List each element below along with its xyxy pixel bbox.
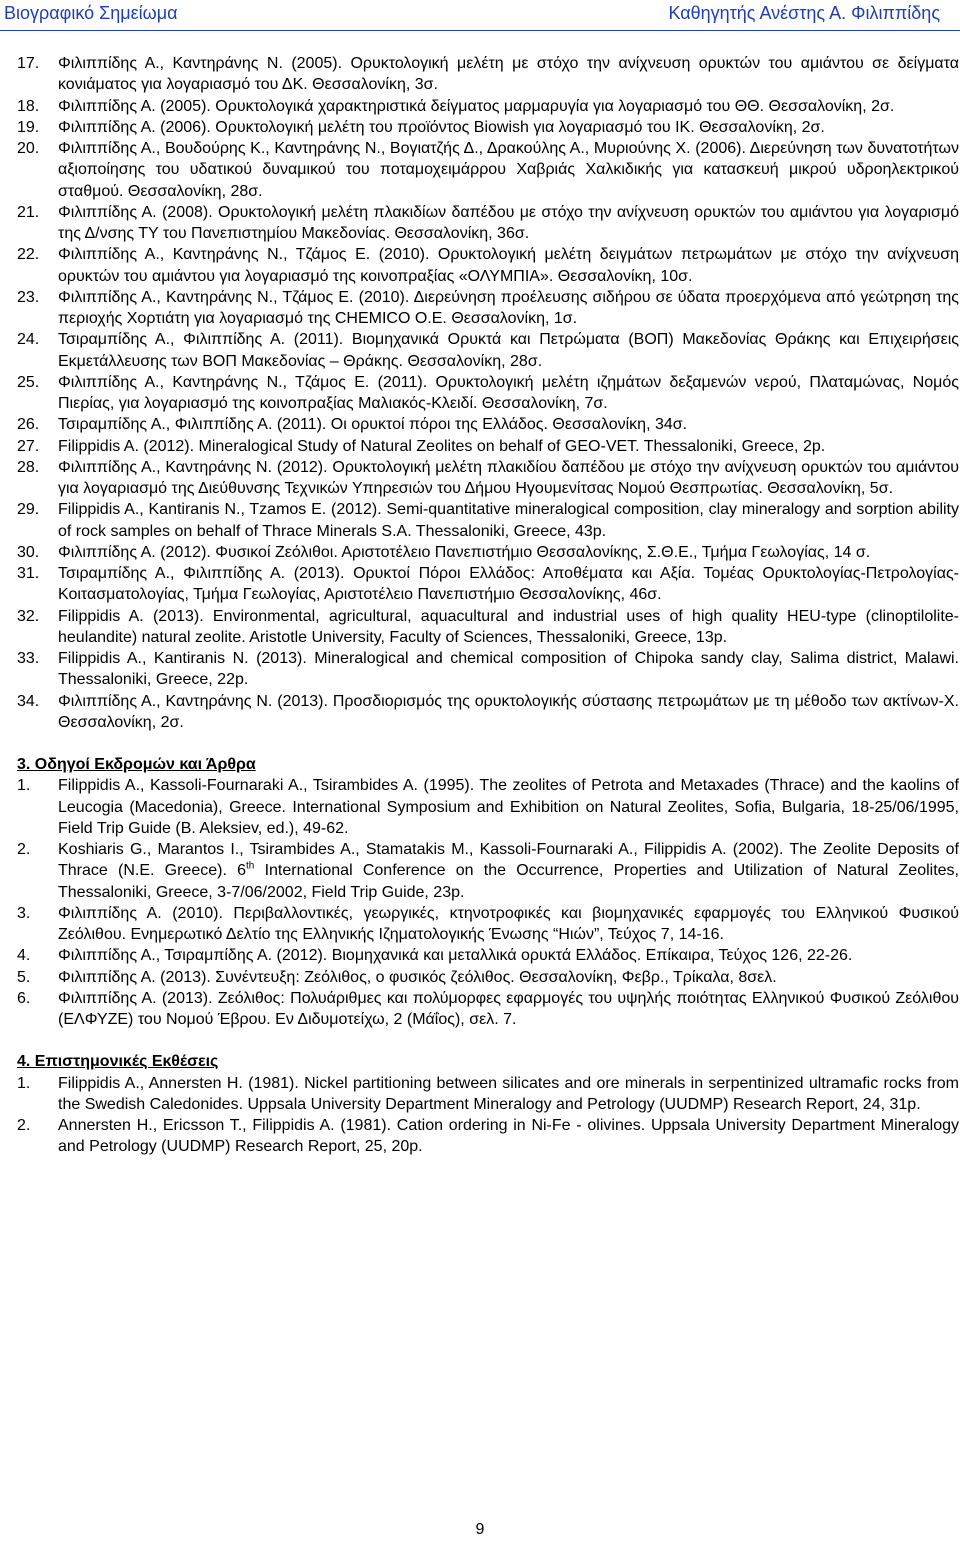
reference-text: Φιλιππίδης Α., Καντηράνης Ν. (2005). Ορυκτολογική μελέτη με στόχο την ανίχνευση ορυκτών του αμιάντου σε δείγματα κονιάματος για λογαριασμό του ΔΚ. Θεσσαλονίκη, 3σ. <box>58 55 959 94</box>
reference-item <box>17 96 959 117</box>
reference-item <box>17 691 959 734</box>
reference-number: 2. <box>17 1117 31 1134</box>
reference-item <box>17 606 959 649</box>
reference-number: 29. <box>17 501 40 519</box>
reference-item <box>17 839 959 903</box>
reference-number: 19. <box>17 118 40 136</box>
reference-text: Φιλιππίδης Α., Τσιραμπίδης Α. (2012). Βιομηχανικά και μεταλλικά ορυκτά Ελλάδος. Επίκαιρα, Τεύχος 126, 22-26. <box>58 947 853 965</box>
reference-item <box>17 563 959 606</box>
reports-list <box>17 53 959 733</box>
reference-item <box>17 903 959 946</box>
reference-text: Φιλιππίδης Α., Βουδούρης Κ., Καντηράνης Ν., Βογιατζής Δ., Δρακούλης Α., Μυριούνης Χ. (2006). Διερεύνηση των δυνατοτήτων αξιοποίησης του υδατικού δυναμικού του ποταμοχειμάρρου Χαβριάς Χαλκιδικής για κατασκευή μικρού υδροηλεκτρικού σταθμού. Θεσσαλονίκη, 28σ. <box>58 140 959 200</box>
reference-item <box>17 1115 959 1158</box>
reference-item <box>17 436 959 457</box>
reference-item <box>17 53 959 96</box>
reference-text: Φιλιππίδης Α. (2005). Ορυκτολογικά χαρακτηριστικά δείγματος μαρμαρυγία για λογαριασμό του ΘΘ. Θεσσαλονίκη, 2σ. <box>58 97 895 115</box>
reference-item <box>17 648 959 691</box>
reference-item <box>17 499 959 542</box>
reference-text: Filippidis A., Annersten H. (1981). Nickel partitioning between silicates and ore minerals in serpentinized ultramafic rocks from the Swedish Caledonides. Uppsala University Department Mineralogy and Petrology (UUDMP) Research Report, 24, 31p. <box>58 1074 959 1113</box>
reference-text: Τσιραμπίδης Α., Φιλιππίδης Α. (2011). Οι ορυκτοί πόροι της Ελλάδος. Θεσσαλονίκη, 34σ. <box>58 416 688 434</box>
reference-item <box>17 287 959 330</box>
reference-text: Φιλιππίδης Α., Καντηράνης Ν., Τζάμος Ε. (2010). Ορυκτολογική μελέτη δειγμάτων πετρωμάτων με στόχο την ανίχνευση ορυκτών του αμιάντου για λογαριασμό της κοινοπραξίας «ΟΛΥΜΠΙΑ». Θεσσαλονίκη, 10σ. <box>58 246 959 285</box>
reference-number: 2. <box>17 841 31 858</box>
reference-item <box>17 138 959 202</box>
header-left-title: Βιογραφικό Σημείωμα <box>4 3 178 23</box>
reference-item <box>17 244 959 287</box>
spacer <box>17 1030 959 1051</box>
reference-text: Φιλιππίδης Α., Καντηράνης Ν., Τζάμος Ε. (2010). Διερεύνηση προέλευσης σιδήρου σε ύδατα προερχόμενα από γεώτρηση της περιοχής Χορτιάτη για λογαριασμό της CHEMICO Ο.Ε. Θεσσαλονίκη, 1σ. <box>58 288 959 327</box>
reference-text: Φιλιππίδης Α. (2006). Ορυκτολογική μελέτη του προϊόντος Biowish για λογαριασμό του ΙΚ. Θεσσαλονίκη, 2σ. <box>58 118 825 136</box>
reference-text: Φιλιππίδης Α. (2013). Ζεόλιθος: Πολυάριθμες και πολύμορφες εφαρμογές του υψηλής ποιότητας Ελληνικού Φυσικού Ζεόλιθου (ΕΛΦΥΖΕ) του Νομού Έβρου. Εν Διδυμοτείχω, 2 (Μάΐος), σελ. 7. <box>58 989 959 1028</box>
reference-item <box>17 329 959 372</box>
reference-item <box>17 202 959 245</box>
reference-text: Τσιραμπίδης Α., Φιλιππίδης Α. (2011). Βιομηχανικά Ορυκτά και Πετρώματα (ΒΟΠ) Μακεδονίας Θράκης και Επιχειρήσεις Εκμετάλλευσης των ΒΟΠ Μακεδονίας – Θράκης. Θεσσαλονίκη, 28σ. <box>58 331 959 370</box>
reference-number: 22. <box>17 246 40 264</box>
reference-number: 28. <box>17 458 40 476</box>
reference-number: 18. <box>17 97 40 115</box>
reference-text: Filippidis A., Kassoli-Fournaraki A., Tsirambides A. (1995). The zeolites of Petrota and Metaxades (Thrace) and the kaolins of Leucogia (Macedonia), Greece. International Symposium and Exhibition on Natural Zeolites, Sofia, Bulgaria, 18-25/06/1995, Field Trip Guide (B. Aleksiev, ed.), 49-62. <box>58 777 959 837</box>
section-title-reports: 4. Επιστημονικές Εκθέσεις <box>17 1053 219 1071</box>
reference-text: Filippidis A. (2013). Environmental, agricultural, aquacultural and industrial uses of high quality HEU-type (clinoptilolite-heulandite) natural zeolite. Aristotle University, Faculty of Sciences, Thessaloniki, Greece, 13p. <box>58 607 959 646</box>
reference-number: 17. <box>17 55 40 72</box>
guides-list <box>17 775 959 1030</box>
reference-number: 24. <box>17 331 40 349</box>
reference-number: 34. <box>17 692 40 710</box>
reference-number: 5. <box>17 968 31 986</box>
reference-number: 27. <box>17 437 40 455</box>
spacer <box>17 733 959 754</box>
reference-item <box>17 542 959 563</box>
reference-text: Φιλιππίδης Α. (2013). Συνέντευξη: Ζεόλιθος, ο φυσικός ζεόλιθος. Θεσσαλονίκη, Φεβρ., Τρίκαλα, 8σελ. <box>58 968 777 986</box>
reference-text: Φιλιππίδης Α., Καντηράνης Ν. (2012). Ορυκτολογική μελέτη πλακιδίου δαπέδου με στόχο την ανίχνευση ορυκτών του αμιάντου για λογαριασμό της Διεύθυνσης Τεχνικών Υπηρεσιών του Δήμου Ηγουμενίτσας Νομού Θεσπρωτίας. Θεσσαλονίκη, 5σ. <box>58 458 959 497</box>
reference-number: 20. <box>17 140 40 157</box>
reference-item <box>17 457 959 500</box>
reference-item <box>17 414 959 435</box>
reference-number: 31. <box>17 565 40 582</box>
reference-text: Φιλιππίδης Α., Καντηράνης Ν., Τζάμος Ε. (2011). Ορυκτολογική μελέτη ιζημάτων δεξαμενών νερού, Πλαταμώνας, Νομός Πιερίας, για λογαριασμό της κοινοπραξίας Μαλιακός-Κλειδί. Θεσσαλονίκη, 7σ. <box>58 373 959 412</box>
superscript: th <box>246 860 255 872</box>
reference-number: 25. <box>17 373 40 391</box>
scientific-reports-list <box>17 1073 959 1158</box>
reference-text: Φιλιππίδης Α. (2012). Φυσικοί Ζεόλιθοι. Αριστοτέλειο Πανεπιστήμιο Θεσσαλονίκης, Σ.Θ.Ε., Τμήμα Γεωλογίας, 14 σ. <box>58 543 871 561</box>
reference-number: 3. <box>17 904 31 922</box>
reference-number: 21. <box>17 203 40 221</box>
page-header <box>0 0 960 32</box>
reference-text: Annersten H., Ericsson T., Filippidis A. (1981). Cation ordering in Ni-Fe - olivines. Uppsala University Department Mineralogy and Petrology (UUDMP) Research Report, 25, 20p. <box>58 1117 959 1156</box>
reference-text: Koshiaris G., Marantos I., Tsirambides A., Stamatakis M., Kassoli-Fournaraki A., Filippidis A. (2002). The Zeolite Deposits of Thrace (N.E. Greece). 6 <box>58 841 959 880</box>
reference-text: Φιλιππίδης Α. (2010). Περιβαλλοντικές, γεωργικές, κτηνοτροφικές και βιομηχανικές εφαρμογές του Ελληνικού Φυσικού Ζεόλιθου. Ενημερωτικό Δελτίο της Ελληνικής Ιζηματολογικής Ένωσης “Ηιών”, Τεύχος 7, 14-16. <box>58 904 959 943</box>
document-body <box>17 53 959 1158</box>
reference-text: Filippidis A., Kantiranis N., Tzamos E. (2012). Semi-quantitative mineralogical composition, clay mineralogy and sorption ability of rock samples on behalf of Thrace Minerals S.A. Thessaloniki, Greece, 43p. <box>58 501 959 540</box>
reference-item <box>17 775 959 839</box>
reference-number: 6. <box>17 989 31 1007</box>
section-title-guides: 3. Οδηγοί Εκδρομών και Άρθρα <box>17 756 256 773</box>
reference-text: International Conference on the Occurrence, Properties and Utilization of Natural Zeolites, Thessaloniki, Greece, 3-7/06/2002, Field Trip Guide, 23p. <box>58 862 959 901</box>
reference-number: 26. <box>17 416 40 434</box>
reference-number: 1. <box>17 1074 31 1092</box>
reference-item <box>17 945 959 966</box>
reference-text: Φιλιππίδης Α., Καντηράνης Ν. (2013). Προσδιορισμός της ορυκτολογικής σύστασης πετρωμάτων με τη μέθοδο των ακτίνων-Χ. Θεσσαλονίκη, 2σ. <box>58 692 959 731</box>
reference-number: 23. <box>17 288 40 306</box>
reference-number: 30. <box>17 543 40 561</box>
page-number: 9 <box>475 1521 485 1538</box>
reference-item <box>17 1073 959 1116</box>
reference-number: 1. <box>17 777 31 795</box>
reference-item <box>17 372 959 415</box>
reference-text: Φιλιππίδης Α. (2008). Ορυκτολογική μελέτη πλακιδίων δαπέδου με στόχο την ανίχνευση ορυκτών του αμιάντου για λογαρισμό της Δ/νσης ΤΥ του Πανεπιστημίου Μακεδονίας. Θεσσαλονίκη, 36σ. <box>58 203 959 242</box>
reference-item <box>17 988 959 1031</box>
reference-number: 4. <box>17 947 31 965</box>
header-right-title: Καθηγητής Ανέστης Α. Φιλιππίδης <box>668 3 940 23</box>
reference-item <box>17 117 959 138</box>
header-rule <box>0 30 960 31</box>
reference-text: Filippidis A., Kantiranis N. (2013). Mineralogical and chemical composition of Chipoka sandy clay, Salima district, Malawi. Thessaloniki, Greece, 22p. <box>58 650 959 689</box>
reference-text: Filippidis A. (2012). Mineralogical Study of Natural Zeolites on behalf of GEO-VET. Thessaloniki, Greece, 2p. <box>58 437 826 455</box>
reference-item <box>17 967 959 988</box>
reference-number: 32. <box>17 607 40 625</box>
reference-text: Τσιραμπίδης Α., Φιλιππίδης Α. (2013). Ορυκτοί Πόροι Ελλάδος: Αποθέματα και Αξία. Τομέας Ορυκτολογίας-Πετρολογίας-Κοιτασματολογίας, Τμήμα Γεωλογίας, Αριστοτέλειο Πανεπιστήμιο Θεσσαλονίκης, 46σ. <box>58 565 959 604</box>
reference-number: 33. <box>17 650 40 667</box>
